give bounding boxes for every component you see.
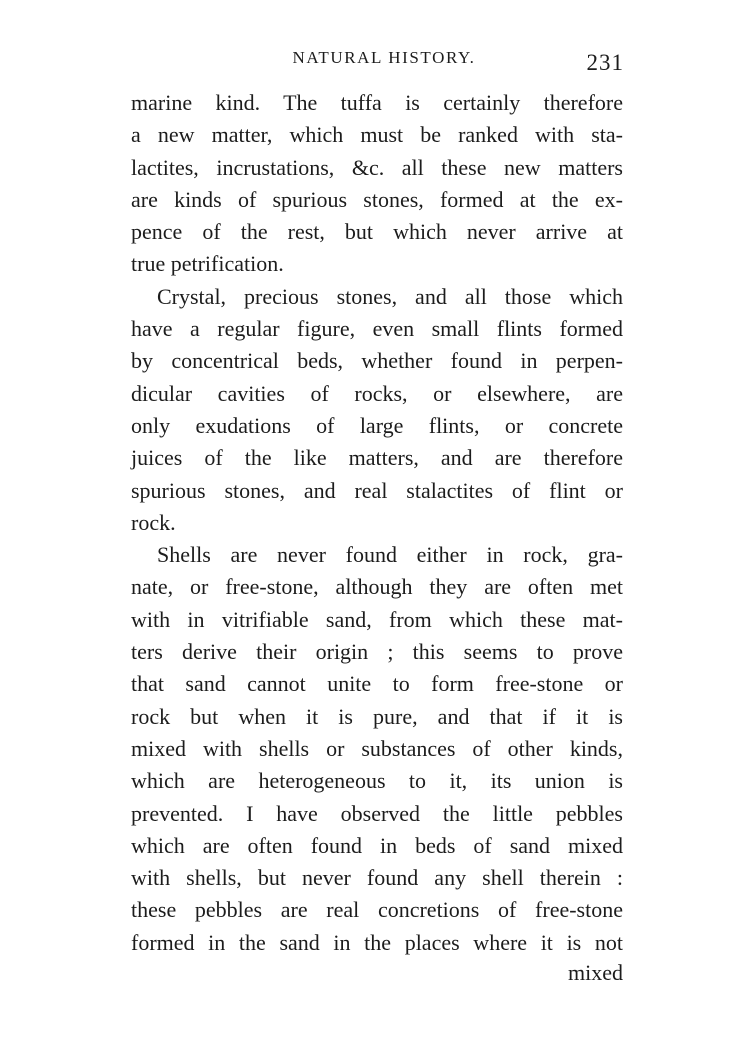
text-line: mixed with shells or substances of other kinds, — [131, 735, 623, 761]
text-line: prevented. I have observed the little pebbles — [131, 800, 623, 826]
text-line: with in vitrifiable sand, from which these mat- — [131, 606, 623, 632]
text-line: with shells, but never found any shell therein : — [131, 865, 623, 891]
body-text — [131, 87, 623, 959]
catchword: mixed — [568, 960, 623, 985]
text-line: juices of the like matters, and are therefore — [131, 445, 623, 471]
text-line: lactites, incrustations, &c. all these new matters — [131, 154, 623, 180]
text-line: these pebbles are real concretions of free-stone — [131, 897, 623, 923]
text-line: marine kind. The tuffa is certainly therefore — [131, 90, 623, 115]
text-line: spurious stones, and real stalactites of flint or — [131, 477, 623, 503]
text-line: are kinds of spurious stones, formed at the ex- — [131, 186, 623, 212]
text-line: which are heterogeneous to it, its union is — [131, 768, 623, 794]
text-line: have a regular figure, even small flints formed — [131, 316, 623, 342]
text-line: true petrification. — [131, 251, 284, 277]
text-line: formed in the sand in the places where it is not — [131, 929, 623, 955]
text-line: by concentrical beds, whether found in perpen- — [131, 348, 623, 374]
text-line: pence of the rest, but which never arrive at — [131, 219, 623, 245]
text-line: ters derive their origin ; this seems to prove — [131, 639, 623, 665]
text-line: Crystal, precious stones, and all those which — [157, 283, 623, 309]
text-line: dicular cavities of rocks, or elsewhere, are — [131, 380, 623, 406]
running-title: NATURAL HISTORY. — [292, 48, 476, 67]
text-line: nate, or free-stone, although they are often met — [131, 574, 623, 600]
text-line: Shells are never found either in rock, gra- — [157, 542, 623, 568]
text-line: only exudations of large flints, or concrete — [131, 412, 623, 438]
text-line: rock. — [131, 509, 176, 535]
text-line: a new matter, which must be ranked with sta- — [131, 122, 623, 148]
text-line: that sand cannot unite to form free-stone or — [131, 671, 623, 697]
paragraph-3 — [131, 539, 623, 959]
text-line: rock but when it is pure, and that if it is — [131, 703, 623, 729]
paragraph-2 — [131, 281, 623, 539]
running-head — [130, 48, 624, 78]
text-line: which are often found in beds of sand mixed — [131, 832, 623, 858]
paragraph-1 — [131, 87, 623, 281]
page-number: 231 — [586, 50, 624, 75]
